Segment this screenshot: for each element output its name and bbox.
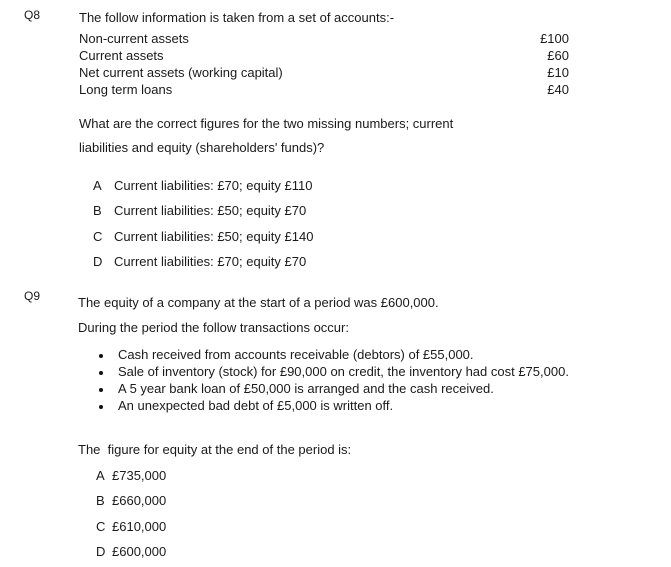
option-letter: B [93, 203, 102, 218]
option-text: Current liabilities: £70; equity £70 [114, 254, 307, 269]
question-number: Q8 [24, 8, 41, 22]
account-item-label: Net current assets (working capital) [79, 65, 283, 80]
question-number: Q9 [24, 289, 41, 303]
option-text: Current liabilities: £70; equity £110 [114, 178, 313, 193]
option-letter: D [96, 544, 106, 559]
account-item-label: Long term loans [79, 82, 173, 97]
option-text: £610,000 [112, 519, 167, 534]
question-intro: The equity of a company at the start of a period was £600,000. [78, 295, 439, 310]
question-text: The figure for equity at the end of the period is: [78, 442, 352, 457]
option-letter: A [93, 178, 102, 193]
bullet-icon [99, 354, 103, 358]
option-text: £600,000 [112, 544, 167, 559]
option-letter: C [96, 519, 106, 534]
option-letter: B [96, 493, 105, 508]
question-text: What are the correct figures for the two missing numbers; current [79, 116, 454, 131]
account-item-amount: £60 [547, 48, 569, 63]
option-letter: A [96, 468, 105, 483]
transaction-item: An unexpected bad debt of £5,000 is written off. [118, 398, 394, 413]
option-text: Current liabilities: £50; equity £140 [114, 229, 314, 244]
option-letter: D [93, 254, 103, 269]
bullet-icon [99, 388, 103, 392]
option-text: £735,000 [112, 468, 167, 483]
question-intro: The follow information is taken from a set of accounts:- [79, 10, 395, 25]
bullet-icon [99, 405, 103, 409]
account-item-amount: £100 [540, 31, 569, 46]
question-text: liabilities and equity (shareholders' funds)? [79, 140, 325, 155]
transaction-item: Sale of inventory (stock) for £90,000 on credit, the inventory had cost £75,000. [118, 364, 569, 379]
bullet-icon [99, 371, 103, 375]
account-item-amount: £10 [547, 65, 569, 80]
account-item-label: Current assets [79, 48, 164, 63]
option-text: Current liabilities: £50; equity £70 [114, 203, 307, 218]
option-text: £660,000 [112, 493, 167, 508]
transactions-heading: During the period the follow transactions occur: [78, 320, 349, 335]
transaction-item: A 5 year bank loan of £50,000 is arranged and the cash received. [118, 381, 494, 396]
account-item-amount: £40 [547, 82, 569, 97]
transaction-item: Cash received from accounts receivable (debtors) of £55,000. [118, 347, 474, 362]
account-item-label: Non-current assets [79, 31, 189, 46]
option-letter: C [93, 229, 103, 244]
